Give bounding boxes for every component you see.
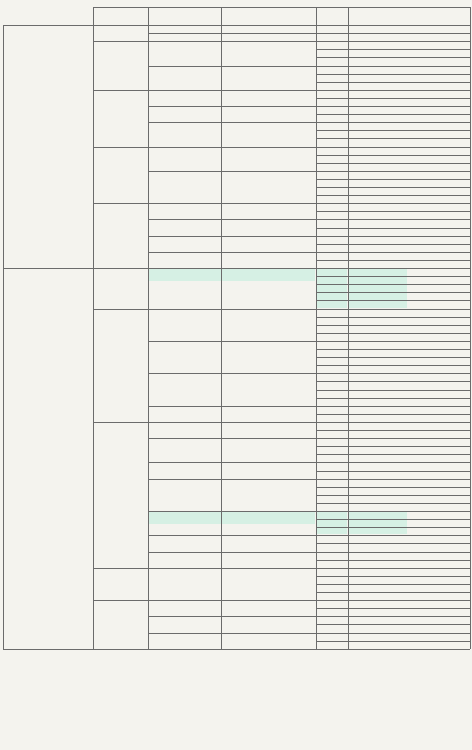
- option-divider: [316, 584, 470, 585]
- group-divider: [93, 203, 470, 204]
- option-divider: [316, 527, 470, 528]
- item-divider: [148, 616, 470, 617]
- option-divider: [316, 487, 470, 488]
- option-divider: [316, 82, 470, 83]
- option-divider: [316, 195, 470, 196]
- option-divider: [316, 98, 470, 99]
- left-border: [3, 25, 4, 649]
- option-divider: [316, 471, 470, 472]
- col-function-border: [348, 7, 349, 649]
- option-divider: [316, 576, 470, 577]
- group-divider: [93, 41, 470, 42]
- item-divider: [148, 106, 470, 107]
- highlight-codes: [317, 512, 347, 534]
- option-divider: [316, 333, 470, 334]
- item-divider: [148, 373, 470, 374]
- option-divider: [316, 211, 470, 212]
- group-divider: [93, 600, 470, 601]
- highlight-codes: [317, 269, 347, 308]
- group-divider: [93, 147, 470, 148]
- option-divider: [316, 57, 470, 58]
- option-divider: [316, 592, 470, 593]
- item-divider: [148, 171, 470, 172]
- right-border: [470, 7, 471, 649]
- option-divider: [316, 284, 470, 285]
- col-item-border: [148, 7, 149, 649]
- option-divider: [316, 228, 470, 229]
- item-divider: [148, 219, 470, 220]
- option-divider: [316, 641, 470, 642]
- section-divider: [3, 649, 470, 650]
- item-divider: [148, 438, 470, 439]
- option-divider: [316, 560, 470, 561]
- option-divider: [316, 114, 470, 115]
- item-divider: [148, 236, 470, 237]
- option-divider: [316, 163, 470, 164]
- option-divider: [316, 365, 470, 366]
- option-divider: [316, 155, 470, 156]
- highlight-functions: [349, 512, 407, 534]
- option-divider: [316, 74, 470, 75]
- option-divider: [316, 349, 470, 350]
- header-bottom-border: [3, 25, 470, 26]
- option-divider: [316, 317, 470, 318]
- option-divider: [316, 300, 470, 301]
- item-divider: [148, 552, 470, 553]
- option-divider: [316, 495, 470, 496]
- table-top-border: [93, 7, 470, 8]
- col-value-border: [316, 7, 317, 649]
- item-divider: [148, 341, 470, 342]
- option-divider: [316, 292, 470, 293]
- item-divider: [148, 33, 470, 34]
- highlight-functions: [349, 269, 407, 308]
- group-divider: [93, 90, 470, 91]
- highlight-mode: [149, 512, 315, 524]
- option-divider: [316, 519, 470, 520]
- option-divider: [316, 179, 470, 180]
- option-divider: [316, 325, 470, 326]
- option-divider: [316, 381, 470, 382]
- option-divider: [316, 187, 470, 188]
- option-divider: [316, 446, 470, 447]
- item-divider: [148, 479, 470, 480]
- option-divider: [316, 49, 470, 50]
- option-divider: [316, 260, 470, 261]
- option-divider: [316, 503, 470, 504]
- group-divider: [93, 422, 470, 423]
- item-divider: [148, 66, 470, 67]
- option-divider: [316, 357, 470, 358]
- option-divider: [316, 430, 470, 431]
- option-divider: [316, 276, 470, 277]
- item-divider: [148, 462, 470, 463]
- option-divider: [316, 454, 470, 455]
- item-divider: [148, 535, 470, 536]
- item-divider: [148, 252, 470, 253]
- option-divider: [316, 398, 470, 399]
- col-mode-border: [221, 7, 222, 649]
- option-divider: [316, 543, 470, 544]
- option-divider: [316, 390, 470, 391]
- option-divider: [316, 244, 470, 245]
- group-divider: [93, 309, 470, 310]
- item-divider: [148, 122, 470, 123]
- option-divider: [316, 624, 470, 625]
- highlight-mode: [149, 269, 315, 281]
- option-divider: [316, 608, 470, 609]
- option-divider: [316, 138, 470, 139]
- item-divider: [148, 633, 470, 634]
- item-divider: [148, 406, 470, 407]
- group-divider: [93, 568, 470, 569]
- col-category-border: [93, 7, 94, 649]
- option-divider: [316, 414, 470, 415]
- option-divider: [316, 130, 470, 131]
